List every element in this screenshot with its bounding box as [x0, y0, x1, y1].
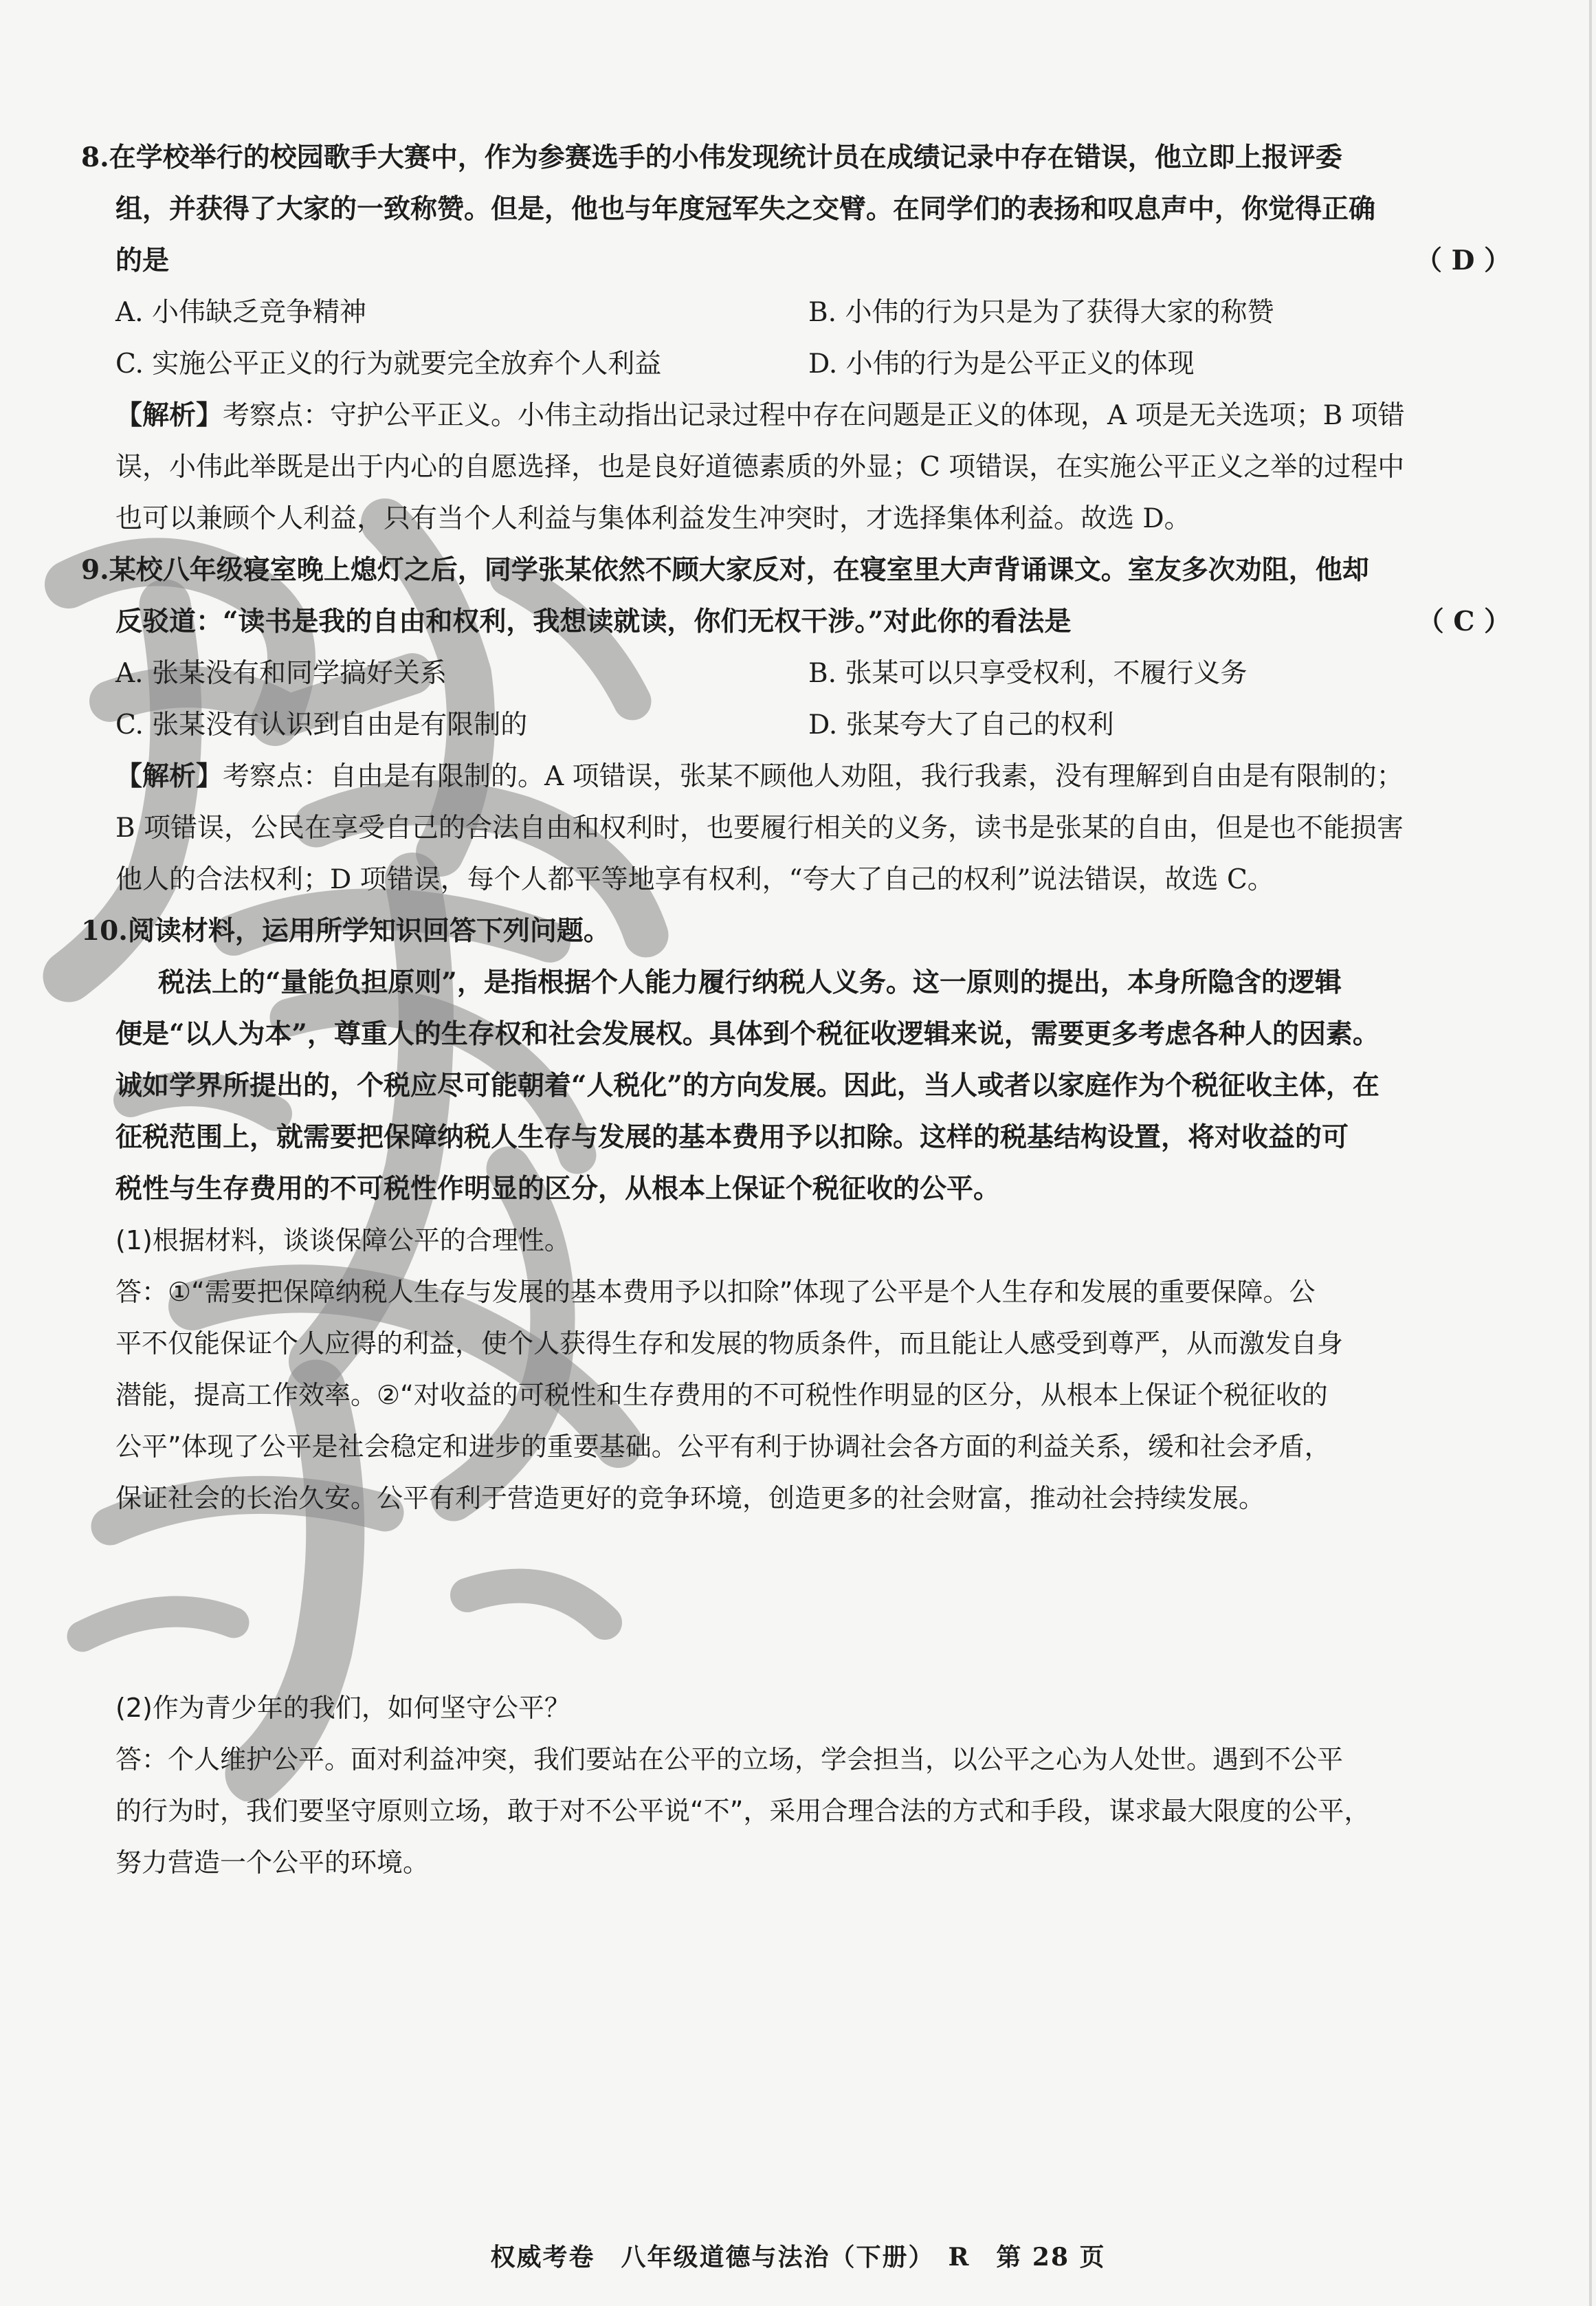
page-edge	[1589, 0, 1592, 2306]
question-9-analysis-line-2: B 项错误，公民在享受自己的合法自由和权利时，也要履行相关的义务，读书是张某的自由，但是也不能损害	[115, 813, 1404, 844]
question-8-option-c: C. 实施公平正义的行为就要完全放弃个人利益	[115, 349, 662, 380]
question-10-answer-2-line-2: 的行为时，我们要坚守原则立场，敢于对不公平说“不”，采用合理合法的方式和手段，谋求最大限度的公平，	[115, 1796, 1371, 1826]
question-10-material-line-1: 税法上的“量能负担原则”，是指根据个人能力履行纳税人义务。这一原则的提出，本身所隐含的逻辑	[158, 967, 1342, 998]
question-8-line-3	[81, 235, 1511, 287]
question-8-line-2: 组，并获得了大家的一致称赞。但是，他也与年度冠军失之交臂。在同学们的表扬和叹息声中，你觉得正确	[115, 193, 1376, 225]
question-9-option-c: C. 张某没有认识到自由是有限制的	[115, 710, 528, 740]
question-8-options-row-2	[81, 338, 1511, 390]
question-10-answer-1-line-4: 公平”体现了公平是社会稳定和进步的重要基础。公平有利于协调社会各方面的利益关系，缓和社会矛盾，	[115, 1431, 1331, 1462]
question-10-answer-1-line-5: 保证社会的长治久安。公平有利于营造更好的竞争环境，创造更多的社会财富，推动社会持续发展。	[115, 1483, 1265, 1513]
answer-space	[81, 1524, 1511, 1682]
question-9-line-1: 9.某校八年级寝室晚上熄灯之后，同学张某依然不顾大家反对，在寝室里大声背诵课文。室友多次劝阻，他却	[81, 554, 1369, 586]
question-9-option-a: A. 张某没有和同学搞好关系	[115, 658, 447, 689]
question-9-analysis-line-3: 他人的合法权利；D 项错误，每个人都平等地享有权利，“夸大了自己的权利”说法错误，故选 C。	[115, 864, 1274, 895]
question-10-title: 10.阅读材料，运用所学知识回答下列问题。	[81, 915, 610, 947]
question-10-answer-2-line-1: 答：个人维护公平。面对利益冲突，我们要站在公平的立场，学会担当，以公平之心为人处世。遇到不公平	[115, 1744, 1344, 1775]
question-10-material-line-3: 诚如学界所提出的，个税应尽可能朝着“人税化”的方向发展。因此，当人或者以家庭作为个税征收主体，在	[115, 1070, 1379, 1101]
question-9-answer: （ C ）	[1417, 606, 1511, 637]
question-8-stem-end: 的是	[115, 245, 170, 276]
question-10-answer-1-line-1: 答：①“需要把保障纳税人生存与发展的基本费用予以扣除”体现了公平是个人生存和发展的重要保障。公	[115, 1277, 1316, 1307]
page-footer: 权威考卷 八年级道德与法治（下册） R 第 28 页	[490, 2243, 1106, 2272]
question-8-options-row-1	[81, 287, 1511, 338]
question-10-sub-2: (2)作为青少年的我们，如何坚守公平？	[115, 1693, 570, 1723]
question-9-analysis-text-1: 考察点：自由是有限制的。A 项错误，张某不顾他人劝阻，我行我素，没有理解到自由是有限制的；	[223, 761, 1404, 792]
question-9-analysis-line-1	[81, 751, 1511, 802]
analysis-tag: 【解析】	[115, 399, 223, 431]
question-9-option-d: D. 张某夸大了自己的权利	[808, 710, 1114, 740]
question-10-material-line-4: 征税范围上，就需要把保障纳税人生存与发展的基本费用予以扣除。这样的税基结构设置，将对收益的可	[115, 1121, 1349, 1153]
exam-content	[81, 132, 1511, 1889]
question-8-analysis-line-1	[81, 390, 1511, 441]
question-8-option-d: D. 小伟的行为是公平正义的体现	[808, 349, 1195, 380]
question-8-line-1: 8.在学校举行的校园歌手大赛中，作为参赛选手的小伟发现统计员在成绩记录中存在错误，他立即上报评委	[81, 142, 1342, 173]
question-9-options-row-1	[81, 648, 1511, 699]
question-10-answer-1-line-3: 潜能，提高工作效率。②“对收益的可税性和生存费用的不可税性作明显的区分，从根本上保证个税征收的	[115, 1380, 1328, 1410]
question-8-analysis-line-3: 也可以兼顾个人利益，只有当个人利益与集体利益发生冲突时，才选择集体利益。故选 D。	[115, 503, 1191, 534]
question-10-material-line-5: 税性与生存费用的不可税性作明显的区分，从根本上保证个税征收的公平。	[115, 1173, 1001, 1205]
question-10-material-line-2: 便是“以人为本”，尊重人的生存权和社会发展权。具体到个税征收逻辑来说，需要更多考虑各种人的因素。	[115, 1018, 1379, 1050]
question-8-analysis-text-1: 考察点：守护公平正义。小伟主动指出记录过程中存在问题是正义的体现，A 项是无关选项；B 项错	[223, 400, 1405, 431]
question-9-stem-end: 反驳道：“读书是我的自由和权利，我想读就读，你们无权干涉。”对此你的看法是	[115, 606, 1072, 637]
question-8-option-a: A. 小伟缺乏竞争精神	[115, 297, 366, 328]
question-8-analysis-line-2: 误，小伟此举既是出于内心的自愿选择，也是良好道德素质的外显；C 项错误，在实施公平正义之举的过程中	[115, 452, 1405, 483]
question-10-answer-2-line-3: 努力营造一个公平的环境。	[115, 1847, 430, 1878]
question-10-sub-1: (1)根据材料，谈谈保障公平的合理性。	[115, 1225, 570, 1255]
question-8-answer: （ D ）	[1415, 245, 1511, 276]
question-10-answer-1-line-2: 平不仅能保证个人应得的利益，使个人获得生存和发展的物质条件，而且能让人感受到尊严，从而激发自身	[115, 1328, 1344, 1359]
question-9-options-row-2	[81, 699, 1511, 751]
question-9-line-2	[81, 596, 1511, 648]
question-9-option-b: B. 张某可以只享受权利，不履行义务	[808, 658, 1248, 689]
question-8-option-b: B. 小伟的行为只是为了获得大家的称赞	[808, 297, 1274, 328]
analysis-tag: 【解析】	[115, 760, 223, 792]
